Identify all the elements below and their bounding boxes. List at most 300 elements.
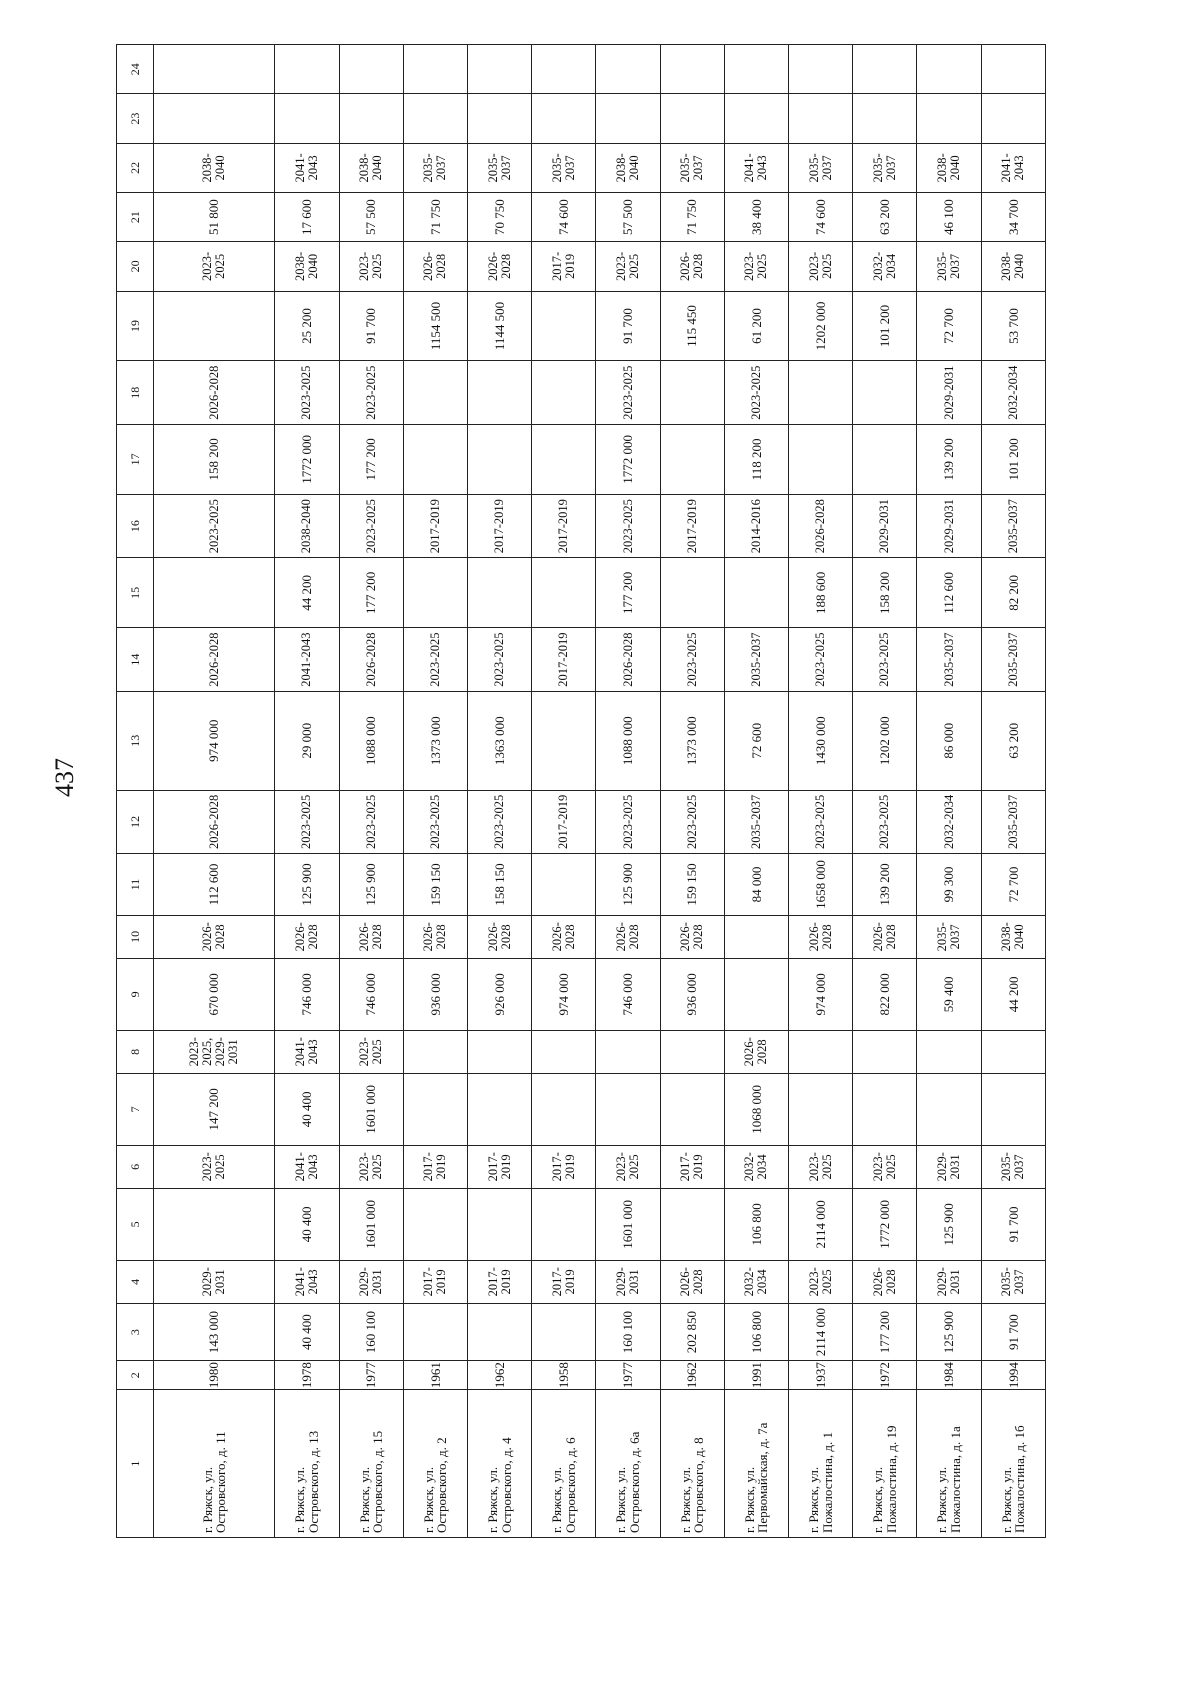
column-header-5: 5 [117,1188,154,1260]
address-cell: г. Ряжск, ул. Островского, д. 2 [403,1390,467,1538]
table-cell: 17 600 [275,192,339,241]
table-cell: 125 900 [339,854,403,916]
table-cell [339,45,403,94]
table-cell: 2029-2031 [917,1260,981,1303]
table-cell: 1601 000 [339,1188,403,1260]
table-cell [660,1030,724,1073]
table-cell: 91 700 [596,291,660,361]
address-cell: г. Ряжск, ул. Пожалостина, д. 1 [789,1390,853,1538]
table-cell: 51 800 [154,192,275,241]
table-cell [532,1073,596,1145]
table-cell: 2026-2028 [339,628,403,692]
column-header-10: 10 [117,915,154,958]
table-cell: 2038-2040 [275,494,339,558]
table-cell [789,1073,853,1145]
table-cell: 40 400 [275,1303,339,1361]
table-cell [853,45,917,94]
table-cell: 91 700 [339,291,403,361]
table-cell: 1202 000 [789,291,853,361]
table-cell: 101 200 [853,291,917,361]
table-cell: 2035-2037 [981,790,1045,854]
table-cell: 2023-2025 [403,628,467,692]
table-cell [154,291,275,361]
table-cell: 2017-2019 [403,1145,467,1188]
table-cell: 2114 000 [789,1303,853,1361]
table-cell: 974 000 [789,958,853,1030]
table-cell: 2023-2025 [596,1145,660,1188]
table-cell [660,425,724,495]
table-cell [339,94,403,143]
table-cell: 2035-2037 [917,628,981,692]
table-row [660,45,724,1538]
table-cell: 2023-2025 [724,361,788,425]
table-cell: 46 100 [917,192,981,241]
table-cell: 2041-2043 [275,628,339,692]
table-cell [403,425,467,495]
table-cell: 2023-2025 [789,628,853,692]
table-cell: 2026-2028 [596,915,660,958]
table-cell: 91 700 [981,1188,1045,1260]
table-cell: 2023-2025 [789,790,853,854]
table-cell: 2026-2028 [403,915,467,958]
table-cell: 2038-2040 [596,143,660,192]
table-cell: 2023-2025 [154,242,275,291]
table-cell [468,558,532,628]
table-cell: 2041-2043 [275,143,339,192]
table-cell: 2023-2025 [853,790,917,854]
table-cell [275,94,339,143]
table-cell [532,1188,596,1260]
table-cell: 2038-2040 [917,143,981,192]
column-header-4: 4 [117,1260,154,1303]
table-cell [724,915,788,958]
table-cell: 2017-2019 [468,1145,532,1188]
table-cell [596,45,660,94]
table-cell: 2017-2019 [532,790,596,854]
column-header-17: 17 [117,425,154,495]
table-cell: 29 000 [275,691,339,790]
table-cell: 1978 [275,1361,339,1390]
table-cell [981,1030,1045,1073]
table-cell [532,291,596,361]
table-cell: 177 200 [339,558,403,628]
table-cell [403,94,467,143]
table-cell: 1144 500 [468,291,532,361]
table-cell [853,1030,917,1073]
table-cell: 25 200 [275,291,339,361]
table-cell: 1980 [154,1361,275,1390]
table-cell: 2023-2025 [339,1030,403,1073]
table-cell [724,558,788,628]
table-cell: 57 500 [596,192,660,241]
table-cell: 44 200 [275,558,339,628]
table-cell: 2023-2025 [596,790,660,854]
table-cell: 2017-2019 [532,628,596,692]
table-cell: 2023-2025 [339,242,403,291]
table-cell: 34 700 [981,192,1045,241]
address-cell: г. Ряжск, ул. Островского, д. 13 [275,1390,339,1538]
table-cell: 2017-2019 [660,1145,724,1188]
table-cell: 2023-2025 [339,790,403,854]
table-cell: 2029-2031 [154,1260,275,1303]
table-cell: 2035-2037 [917,242,981,291]
table-cell [917,1073,981,1145]
table-cell: 125 900 [917,1188,981,1260]
table-cell [596,94,660,143]
table-cell [853,1073,917,1145]
table-row [154,45,275,1538]
table-cell: 1977 [596,1361,660,1390]
table-cell: 2038-2040 [154,143,275,192]
table-row [981,45,1045,1538]
table-cell: 86 000 [917,691,981,790]
table-cell: 74 600 [789,192,853,241]
table-cell: 139 200 [853,854,917,916]
table-cell: 2041-2043 [275,1260,339,1303]
table-cell [724,94,788,143]
column-header-9: 9 [117,958,154,1030]
table-cell: 746 000 [275,958,339,1030]
table-cell: 1772 000 [596,425,660,495]
table-cell [532,558,596,628]
table-row [596,45,660,1538]
address-cell: г. Ряжск, ул. Островского, д. 4 [468,1390,532,1538]
table-cell: 1958 [532,1361,596,1390]
table-cell: 2032-2034 [724,1145,788,1188]
table-cell: 40 400 [275,1188,339,1260]
table-cell: 2023-2025 [724,242,788,291]
column-header-24: 24 [117,45,154,94]
table-cell: 2026-2028 [660,1260,724,1303]
table-cell: 59 400 [917,958,981,1030]
table-row [403,45,467,1538]
address-cell: г. Ряжск, ул. Пожалостина, д. 1а [917,1390,981,1538]
table-row [853,45,917,1538]
table-cell: 746 000 [596,958,660,1030]
table-cell: 2035-2037 [981,494,1045,558]
table-cell: 71 750 [403,192,467,241]
table-cell: 1977 [339,1361,403,1390]
page-number: 437 [50,758,79,797]
table-cell: 115 450 [660,291,724,361]
table-cell [789,94,853,143]
table-cell: 2035-2037 [853,143,917,192]
table-cell [468,1188,532,1260]
table-cell: 91 700 [981,1303,1045,1361]
table-cell: 2041-2043 [275,1030,339,1073]
table-cell: 2032-2034 [853,242,917,291]
table-cell: 2023-2025 [789,242,853,291]
table-cell [532,45,596,94]
table-cell: 2023-2025 [468,628,532,692]
table-cell [468,1303,532,1361]
table-cell: 112 600 [154,854,275,916]
table-cell: 57 500 [339,192,403,241]
table-cell: 974 000 [532,958,596,1030]
table-cell [532,1030,596,1073]
table-cell: 158 150 [468,854,532,916]
table-cell: 2026-2028 [154,915,275,958]
table-cell [403,1030,467,1073]
table-cell [154,45,275,94]
table-cell: 2023-2025 [468,790,532,854]
table-cell: 118 200 [724,425,788,495]
table-cell: 1658 000 [789,854,853,916]
table-row [789,45,853,1538]
table-row [275,45,339,1538]
table-cell [403,45,467,94]
table-cell [154,558,275,628]
table-cell: 936 000 [403,958,467,1030]
table-cell: 2023-2025 [596,361,660,425]
table-cell: 2023-2025 [275,361,339,425]
table-cell [981,1073,1045,1145]
table-cell [532,691,596,790]
table-cell: 2023-2025 [789,1145,853,1188]
table-cell: 112 600 [917,558,981,628]
table-cell: 74 600 [532,192,596,241]
table-cell: 63 200 [981,691,1045,790]
table-cell [724,45,788,94]
table-cell: 160 100 [596,1303,660,1361]
table-cell: 2026-2028 [154,628,275,692]
table-cell [724,958,788,1030]
table-cell: 72 700 [981,854,1045,916]
table-cell: 1772 000 [853,1188,917,1260]
table-row [917,45,981,1538]
table-cell [981,45,1045,94]
table-cell: 2029-2031 [917,361,981,425]
column-header-13: 13 [117,691,154,790]
table-row [468,45,532,1538]
table-cell: 125 900 [917,1303,981,1361]
table-cell [532,361,596,425]
table-row [724,45,788,1538]
table-cell [532,1303,596,1361]
column-header-15: 15 [117,558,154,628]
table-cell [917,94,981,143]
column-header-8: 8 [117,1030,154,1073]
table-cell: 160 100 [339,1303,403,1361]
table-cell: 2017-2019 [532,494,596,558]
table-cell: 974 000 [154,691,275,790]
table-cell: 2041-2043 [981,143,1045,192]
column-header-22: 22 [117,143,154,192]
table-cell [468,45,532,94]
column-header-12: 12 [117,790,154,854]
table-cell: 2026-2028 [853,1260,917,1303]
table-cell [154,1188,275,1260]
table-cell: 2017-2019 [403,494,467,558]
table-cell: 2026-2028 [789,915,853,958]
table-cell [403,361,467,425]
table-cell: 2026-2028 [853,915,917,958]
table-cell: 1430 000 [789,691,853,790]
table-cell: 2017-2019 [468,494,532,558]
table-cell: 2017-2019 [468,1260,532,1303]
table-cell: 2038-2040 [981,915,1045,958]
table-cell: 2035-2037 [789,143,853,192]
table-cell [660,45,724,94]
table-cell: 1601 000 [596,1188,660,1260]
table-cell: 2026-2028 [339,915,403,958]
table-cell: 1601 000 [339,1073,403,1145]
column-header-20: 20 [117,242,154,291]
address-cell: г. Ряжск, ул. Пожалостина, д. 1б [981,1390,1045,1538]
table-cell [403,558,467,628]
table-cell: 2026-2028 [154,790,275,854]
data-table [116,44,1046,1538]
table-cell: 2032-2034 [917,790,981,854]
table-cell: 1772 000 [275,425,339,495]
table-cell: 2041-2043 [275,1145,339,1188]
table-cell [981,94,1045,143]
table-cell: 70 750 [468,192,532,241]
table-cell: 2017-2019 [532,242,596,291]
table-cell: 2026-2028 [789,494,853,558]
table-cell: 2029-2031 [853,494,917,558]
table-cell: 63 200 [853,192,917,241]
table-cell: 2035-2037 [403,143,467,192]
table-cell [789,1030,853,1073]
table-cell: 147 200 [154,1073,275,1145]
table-cell: 2035-2037 [468,143,532,192]
table-cell [789,45,853,94]
table-cell [660,558,724,628]
table-cell: 2023-2025 [660,790,724,854]
table-cell: 2029-2031 [917,494,981,558]
table-cell [789,425,853,495]
table-cell: 2114 000 [789,1188,853,1260]
table-cell: 1937 [789,1361,853,1390]
table-cell [660,1073,724,1145]
column-header-1: 1 [117,1390,154,1538]
table-cell: 2029-2031 [339,1260,403,1303]
table-cell [468,1030,532,1073]
table-cell [596,1030,660,1073]
table-cell: 2026-2028 [154,361,275,425]
table-cell: 2026-2028 [468,242,532,291]
table-cell [853,94,917,143]
column-header-23: 23 [117,94,154,143]
table-cell: 936 000 [660,958,724,1030]
table-cell: 2026-2028 [724,1030,788,1073]
table-cell: 82 200 [981,558,1045,628]
address-cell: г. Ряжск, ул. Островского, д. 11 [154,1390,275,1538]
table-cell: 125 900 [596,854,660,916]
table-cell: 1994 [981,1361,1045,1390]
table-cell: 2026-2028 [275,915,339,958]
column-header-2: 2 [117,1361,154,1390]
column-header-14: 14 [117,628,154,692]
column-header-18: 18 [117,361,154,425]
table-cell: 1991 [724,1361,788,1390]
table-cell: 2017-2019 [532,1260,596,1303]
table-cell: 1984 [917,1361,981,1390]
table-cell: 72 600 [724,691,788,790]
table-cell: 2035-2037 [981,1145,1045,1188]
table-cell [789,361,853,425]
table-cell: 2023-2025 [596,242,660,291]
table-cell: 44 200 [981,958,1045,1030]
table-cell [468,94,532,143]
table-cell [468,361,532,425]
table-cell: 72 700 [917,291,981,361]
table-cell: 2023-2025 [853,1145,917,1188]
table-cell: 177 200 [853,1303,917,1361]
table-cell [532,94,596,143]
table-cell: 84 000 [724,854,788,916]
table-cell: 2035-2037 [981,628,1045,692]
address-cell: г. Ряжск, ул. Островского, д. 6а [596,1390,660,1538]
table-cell: 158 200 [853,558,917,628]
column-header-16: 16 [117,494,154,558]
column-header-7: 7 [117,1073,154,1145]
table-cell: 106 800 [724,1188,788,1260]
table-cell: 2032-2034 [981,361,1045,425]
table-cell: 2029-2031 [596,1260,660,1303]
table-cell [596,1073,660,1145]
table-row [532,45,596,1538]
table-cell: 670 000 [154,958,275,1030]
address-cell: г. Ряжск, ул. Первомайская, д. 7а [724,1390,788,1538]
table-cell [403,1188,467,1260]
table-cell: 2038-2040 [339,143,403,192]
table-cell: 1962 [468,1361,532,1390]
table-cell: 1068 000 [724,1073,788,1145]
table-cell: 2014-2016 [724,494,788,558]
table-cell: 177 200 [596,558,660,628]
table-cell: 2035-2037 [724,628,788,692]
table-cell: 2023-2025 [154,494,275,558]
table-cell [917,1030,981,1073]
table-cell: 159 150 [660,854,724,916]
table-cell: 158 200 [154,425,275,495]
table-cell: 1363 000 [468,691,532,790]
table-cell: 1962 [660,1361,724,1390]
table-cell [660,94,724,143]
address-cell: г. Ряжск, ул. Островского, д. 6 [532,1390,596,1538]
table-cell: 202 850 [660,1303,724,1361]
table-cell: 2029-2031 [917,1145,981,1188]
table-cell: 2023-2025 [596,494,660,558]
table-cell: 2023-2025 [339,1145,403,1188]
table-cell: 38 400 [724,192,788,241]
table-cell: 1088 000 [596,691,660,790]
table-cell: 2026-2028 [660,915,724,958]
table-cell: 99 300 [917,854,981,916]
header-row [117,45,154,1538]
column-header-21: 21 [117,192,154,241]
column-header-6: 6 [117,1145,154,1188]
table-cell: 746 000 [339,958,403,1030]
table-cell: 2023-2025 [339,361,403,425]
table-cell: 2026-2028 [403,242,467,291]
table-cell: 71 750 [660,192,724,241]
table-cell: 822 000 [853,958,917,1030]
table-cell [532,854,596,916]
rotated-table-container [116,44,1046,1538]
table-cell: 1202 000 [853,691,917,790]
table-cell: 143 000 [154,1303,275,1361]
table-cell: 61 200 [724,291,788,361]
table-cell: 1972 [853,1361,917,1390]
table-cell: 1088 000 [339,691,403,790]
table-row [339,45,403,1538]
column-header-11: 11 [117,854,154,916]
table-cell: 106 800 [724,1303,788,1361]
table-cell: 2023-2025 [154,1145,275,1188]
